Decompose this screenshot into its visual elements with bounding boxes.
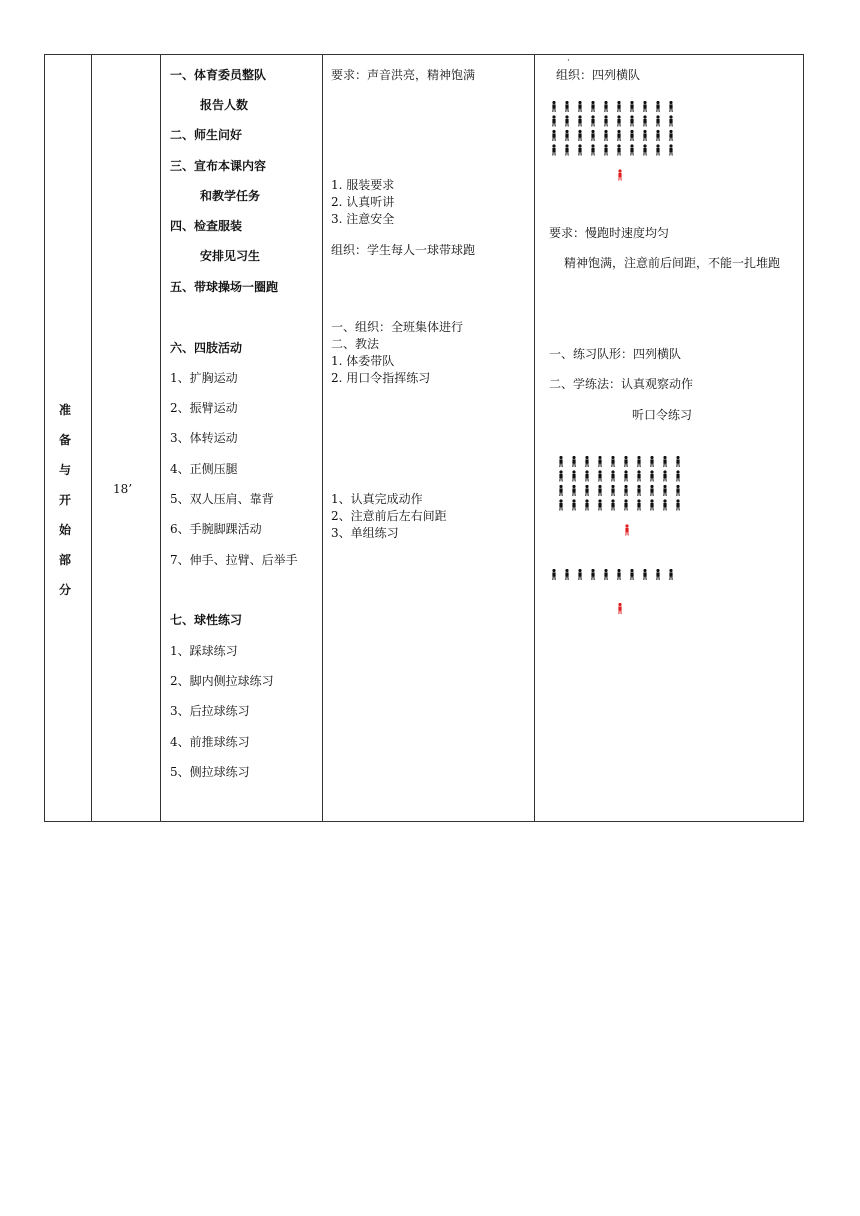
student-icon: [656, 569, 659, 580]
student-icon: [591, 101, 594, 112]
student-icon: [578, 115, 581, 126]
content-item: 6、手腕脚踝活动: [170, 522, 262, 536]
content-item: 安排见习生: [200, 249, 261, 263]
content-item: 六、四肢活动: [170, 341, 243, 355]
student-icon: [669, 101, 672, 112]
student-icon: [604, 115, 607, 126]
student-icon: [578, 569, 581, 580]
section-char: 准: [59, 403, 72, 417]
student-icon: [669, 569, 672, 580]
requirement-line: 2. 用口令指挥练习: [331, 371, 431, 385]
student-icon: [630, 101, 633, 112]
student-icon: [559, 470, 562, 481]
content-item: 报告人数: [200, 98, 249, 112]
section-cell: [45, 55, 91, 821]
section-char: 开: [59, 493, 72, 507]
content-item: 和教学任务: [200, 189, 261, 203]
duration-text: 18’: [113, 482, 133, 496]
student-icon: [617, 144, 620, 155]
student-icon: [604, 101, 607, 112]
student-icon: [676, 456, 679, 467]
student-icon: [663, 499, 666, 510]
student-icon: [611, 456, 614, 467]
content-item: 一、体育委员整队: [170, 68, 267, 82]
student-icon: [591, 115, 594, 126]
student-icon: [552, 144, 555, 155]
teacher-icon: [618, 603, 621, 614]
student-icon: [617, 115, 620, 126]
student-icon: [656, 130, 659, 141]
content-item: 三、宣布本课内容: [170, 159, 267, 173]
requirement-line: 2. 认真听讲: [331, 195, 395, 209]
student-icon: [585, 470, 588, 481]
student-icon: [630, 569, 633, 580]
student-icon: [656, 101, 659, 112]
section-char: 与: [59, 463, 72, 477]
content-item: 3、体转运动: [170, 431, 238, 445]
student-icon: [591, 569, 594, 580]
student-icon: [552, 115, 555, 126]
formation-four-rows: [550, 101, 677, 182]
student-icon: [552, 101, 555, 112]
requirements-cell: [322, 55, 534, 821]
student-icon: [617, 130, 620, 141]
organization-line: 组织：四列横队: [556, 68, 641, 82]
teacher-icon: [618, 169, 621, 180]
student-icon: [598, 470, 601, 481]
section-char: 分: [59, 583, 72, 597]
student-icon: [630, 115, 633, 126]
formation-svg: [557, 456, 684, 537]
student-icon: [624, 470, 627, 481]
student-icon: [604, 569, 607, 580]
section-char: 部: [59, 553, 72, 567]
student-icon: [630, 144, 633, 155]
organization-line: 要求：慢跑时速度均匀: [549, 226, 670, 240]
requirement-line: 要求：声音洪亮，精神饱满: [331, 68, 476, 82]
student-icon: [643, 130, 646, 141]
student-icon: [604, 130, 607, 141]
organization-line: 精神饱满，注意前后间距，不能一扎堆跑: [564, 256, 781, 270]
student-icon: [630, 130, 633, 141]
student-icon: [572, 485, 575, 496]
student-icon: [643, 569, 646, 580]
requirement-line: 3. 注意安全: [331, 212, 395, 226]
content-item: 4、正侧压腿: [170, 462, 238, 476]
student-icon: [669, 130, 672, 141]
student-icon: [611, 485, 614, 496]
student-icon: [643, 144, 646, 155]
content-item: 5、双人压肩、靠背: [170, 492, 274, 506]
content-item: 1、踩球练习: [170, 644, 238, 658]
student-icon: [624, 499, 627, 510]
student-icon: [552, 130, 555, 141]
requirement-line: 1. 体委带队: [331, 354, 395, 368]
student-icon: [637, 456, 640, 467]
student-icon: [624, 456, 627, 467]
student-icon: [559, 456, 562, 467]
duration-cell: [91, 55, 160, 821]
content-item: 五、带球操场一圈跑: [170, 280, 279, 294]
student-icon: [565, 144, 568, 155]
student-icon: [611, 470, 614, 481]
requirement-line: 1、认真完成动作: [331, 492, 423, 506]
student-icon: [565, 569, 568, 580]
requirement-line: 1. 服装要求: [331, 178, 395, 192]
formation-svg: [550, 569, 677, 615]
student-icon: [650, 499, 653, 510]
student-icon: [578, 144, 581, 155]
student-icon: [656, 115, 659, 126]
student-icon: [643, 101, 646, 112]
content-item: 2、振臂运动: [170, 401, 238, 415]
student-icon: [578, 101, 581, 112]
requirement-line: 3、单组练习: [331, 526, 399, 540]
student-icon: [676, 470, 679, 481]
organization-line: 二、学练法：认真观察动作: [549, 377, 694, 391]
student-icon: [611, 499, 614, 510]
organization-cell: [534, 55, 804, 821]
student-icon: [598, 456, 601, 467]
content-cell: [160, 55, 322, 821]
student-icon: [559, 499, 562, 510]
student-icon: [585, 456, 588, 467]
student-icon: [624, 485, 627, 496]
student-icon: [552, 569, 555, 580]
student-icon: [676, 485, 679, 496]
student-icon: [663, 485, 666, 496]
content-item: 3、后拉球练习: [170, 704, 250, 718]
student-icon: [617, 569, 620, 580]
requirement-line: 一、组织：全班集体进行: [331, 320, 464, 334]
student-icon: [656, 144, 659, 155]
student-icon: [604, 144, 607, 155]
student-icon: [598, 485, 601, 496]
student-icon: [637, 499, 640, 510]
content-item: 四、检查服装: [170, 219, 243, 233]
requirement-line: 二、教法: [331, 337, 380, 351]
student-icon: [617, 101, 620, 112]
section-char: 备: [59, 433, 72, 447]
content-item: 7、伸手、拉臂、后举手: [170, 553, 298, 567]
student-icon: [591, 130, 594, 141]
content-item: 4、前推球练习: [170, 735, 250, 749]
student-icon: [591, 144, 594, 155]
student-icon: [669, 115, 672, 126]
student-icon: [572, 499, 575, 510]
student-icon: [585, 499, 588, 510]
content-item: 5、侧拉球练习: [170, 765, 250, 779]
content-item: 二、师生问好: [170, 128, 243, 142]
student-icon: [585, 485, 588, 496]
student-icon: [572, 456, 575, 467]
formation-four-rows: [557, 456, 684, 537]
teacher-icon: [625, 524, 628, 535]
student-icon: [637, 470, 640, 481]
student-icon: [565, 130, 568, 141]
student-icon: [572, 470, 575, 481]
marker-dot: ·: [567, 56, 570, 66]
organization-line: 一、练习队形：四列横队: [549, 347, 682, 361]
student-icon: [559, 485, 562, 496]
content-item: 七、球性练习: [170, 613, 243, 627]
formation-svg: [550, 101, 677, 182]
student-icon: [598, 499, 601, 510]
requirement-line: 组织：学生每人一球带球跑: [331, 243, 476, 257]
student-icon: [637, 485, 640, 496]
student-icon: [663, 470, 666, 481]
student-icon: [650, 485, 653, 496]
organization-line: 听口令练习: [632, 408, 693, 422]
student-icon: [676, 499, 679, 510]
content-item: 1、扩胸运动: [170, 371, 238, 385]
section-char: 始: [59, 523, 72, 537]
student-icon: [565, 101, 568, 112]
content-item: 2、脚内侧拉球练习: [170, 674, 274, 688]
student-icon: [565, 115, 568, 126]
student-icon: [578, 130, 581, 141]
student-icon: [663, 456, 666, 467]
lesson-plan-table: [44, 54, 804, 822]
student-icon: [643, 115, 646, 126]
requirement-line: 2、注意前后左右间距: [331, 509, 447, 523]
formation-single-row: [550, 569, 677, 615]
student-icon: [669, 144, 672, 155]
student-icon: [650, 470, 653, 481]
student-icon: [650, 456, 653, 467]
